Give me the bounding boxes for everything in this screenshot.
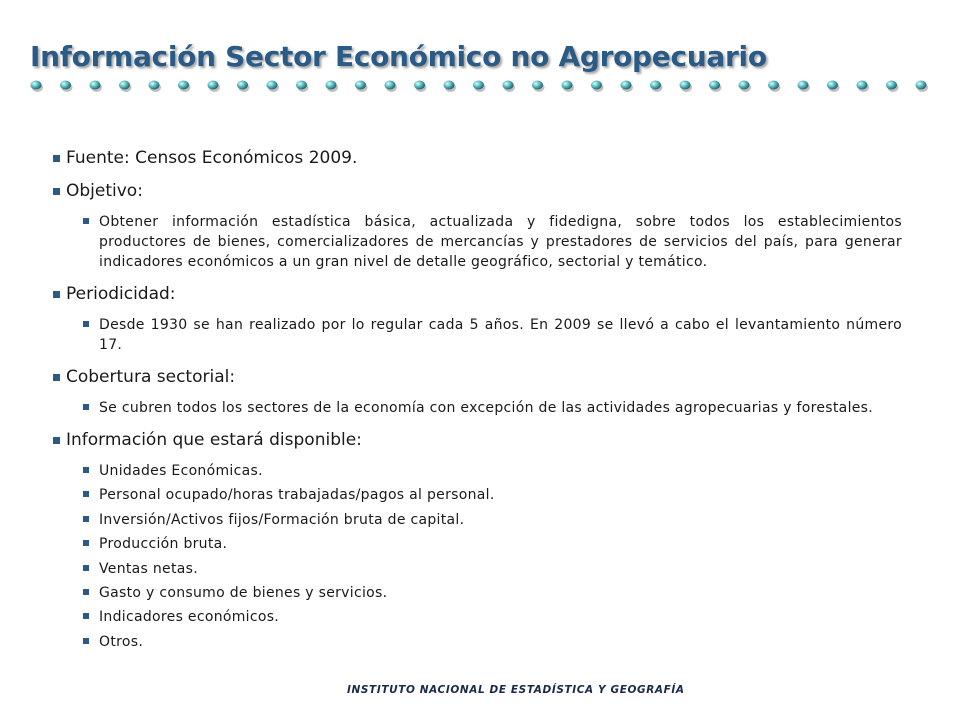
list-item bbox=[78, 632, 902, 652]
section-periodicidad bbox=[52, 284, 902, 305]
decorative-dot bbox=[591, 81, 602, 90]
list-item bbox=[78, 461, 902, 481]
square-bullet-icon bbox=[53, 188, 60, 195]
square-bullet-icon bbox=[83, 516, 89, 522]
square-bullet-icon bbox=[83, 467, 89, 473]
decorative-dot bbox=[916, 81, 927, 90]
informacion-list bbox=[78, 461, 902, 652]
list-item bbox=[78, 534, 902, 554]
square-bullet-icon bbox=[83, 404, 89, 410]
slide-content bbox=[52, 148, 902, 664]
decorative-dot bbox=[739, 81, 750, 90]
objetivo-list bbox=[78, 212, 902, 272]
section-heading: Fuente: Censos Económicos 2009. bbox=[66, 148, 358, 168]
list-item-text: Se cubren todos los sectores de la economía con excepción de las actividades agropecuarias y forestales. bbox=[99, 400, 874, 416]
square-bullet-icon bbox=[83, 589, 89, 595]
decorative-dot bbox=[798, 81, 809, 90]
decorative-dot bbox=[886, 81, 897, 90]
section-informacion bbox=[52, 430, 902, 451]
section-cobertura bbox=[52, 367, 902, 388]
decorative-dot bbox=[178, 81, 189, 90]
section-fuente bbox=[52, 148, 902, 169]
institution-footer: INSTITUTO NACIONAL DE ESTADÍSTICA Y GEOGRAFÍA bbox=[347, 684, 685, 696]
list-item bbox=[78, 510, 902, 530]
list-item-text: Otros. bbox=[99, 633, 144, 650]
decorative-dot bbox=[473, 81, 484, 90]
decorative-dot bbox=[444, 81, 455, 90]
decorative-dot bbox=[562, 81, 573, 90]
list-item-text: Unidades Económicas. bbox=[99, 463, 263, 479]
decorative-dot bbox=[296, 81, 307, 90]
decorative-dot bbox=[355, 81, 366, 90]
section-heading: Objetivo: bbox=[66, 181, 143, 201]
slide-title: Información Sector Económico no Agropecuario bbox=[30, 40, 767, 73]
decorative-dot bbox=[768, 81, 779, 90]
square-bullet-icon bbox=[83, 218, 89, 224]
square-bullet-icon bbox=[83, 491, 89, 497]
list-item-text: Producción bruta. bbox=[99, 536, 228, 553]
square-bullet-icon bbox=[53, 291, 60, 298]
decorative-dot bbox=[326, 81, 337, 90]
list-item bbox=[78, 485, 902, 505]
decorative-dot bbox=[385, 81, 396, 90]
decorative-dot bbox=[149, 81, 160, 90]
decorative-dot bbox=[208, 81, 219, 90]
decorative-dot bbox=[503, 81, 514, 90]
list-item bbox=[78, 559, 902, 579]
square-bullet-icon bbox=[53, 437, 60, 444]
square-bullet-icon bbox=[53, 374, 60, 381]
list-item-text: Ventas netas. bbox=[99, 560, 198, 577]
decorative-dot bbox=[90, 81, 101, 90]
list-item bbox=[78, 212, 902, 272]
decorative-dot-row bbox=[0, 72, 960, 100]
square-bullet-icon bbox=[83, 613, 89, 619]
section-heading: Periodicidad: bbox=[66, 284, 176, 304]
section-heading: Cobertura sectorial: bbox=[66, 367, 236, 387]
square-bullet-icon bbox=[83, 638, 89, 644]
list-item bbox=[78, 607, 902, 627]
decorative-dot bbox=[60, 81, 71, 90]
list-item bbox=[78, 398, 902, 418]
decorative-dot bbox=[414, 81, 425, 90]
decorative-dot bbox=[267, 81, 278, 90]
decorative-dot bbox=[621, 81, 632, 90]
list-item-text: Personal ocupado/horas trabajadas/pagos al personal. bbox=[99, 487, 495, 504]
square-bullet-icon bbox=[83, 321, 89, 327]
list-item-text: Gasto y consumo de bienes y servicios. bbox=[99, 584, 388, 601]
decorative-dot bbox=[237, 81, 248, 90]
decorative-dot bbox=[857, 81, 868, 90]
decorative-dot bbox=[709, 81, 720, 90]
square-bullet-icon bbox=[83, 540, 89, 546]
list-item bbox=[78, 315, 902, 355]
list-item-text: Desde 1930 se han realizado por lo regular cada 5 años. En 2009 se llevó a cabo el levantamiento número 17. bbox=[99, 317, 902, 353]
section-heading: Información que estará disponible: bbox=[66, 430, 362, 450]
list-item-text: Indicadores económicos. bbox=[99, 609, 280, 626]
decorative-dot bbox=[31, 81, 42, 90]
list-item-text: Inversión/Activos fijos/Formación bruta de capital. bbox=[99, 511, 465, 528]
decorative-dot bbox=[827, 81, 838, 90]
cobertura-list bbox=[78, 398, 902, 418]
list-item bbox=[78, 583, 902, 603]
square-bullet-icon bbox=[83, 565, 89, 571]
square-bullet-icon bbox=[53, 155, 60, 162]
decorative-dot bbox=[650, 81, 661, 90]
periodicidad-list bbox=[78, 315, 902, 355]
list-item-text: Obtener información estadística básica, actualizada y fidedigna, sobre todos los establecimientos productores de bienes, comercializadores de mercancías y prestadores de servicios del país, para generar indicadores económicos a un gran nivel de detalle geográfico, sectorial y temático. bbox=[99, 214, 902, 270]
decorative-dot bbox=[680, 81, 691, 90]
decorative-dot bbox=[119, 81, 130, 90]
section-objetivo bbox=[52, 181, 902, 202]
decorative-dot bbox=[532, 81, 543, 90]
